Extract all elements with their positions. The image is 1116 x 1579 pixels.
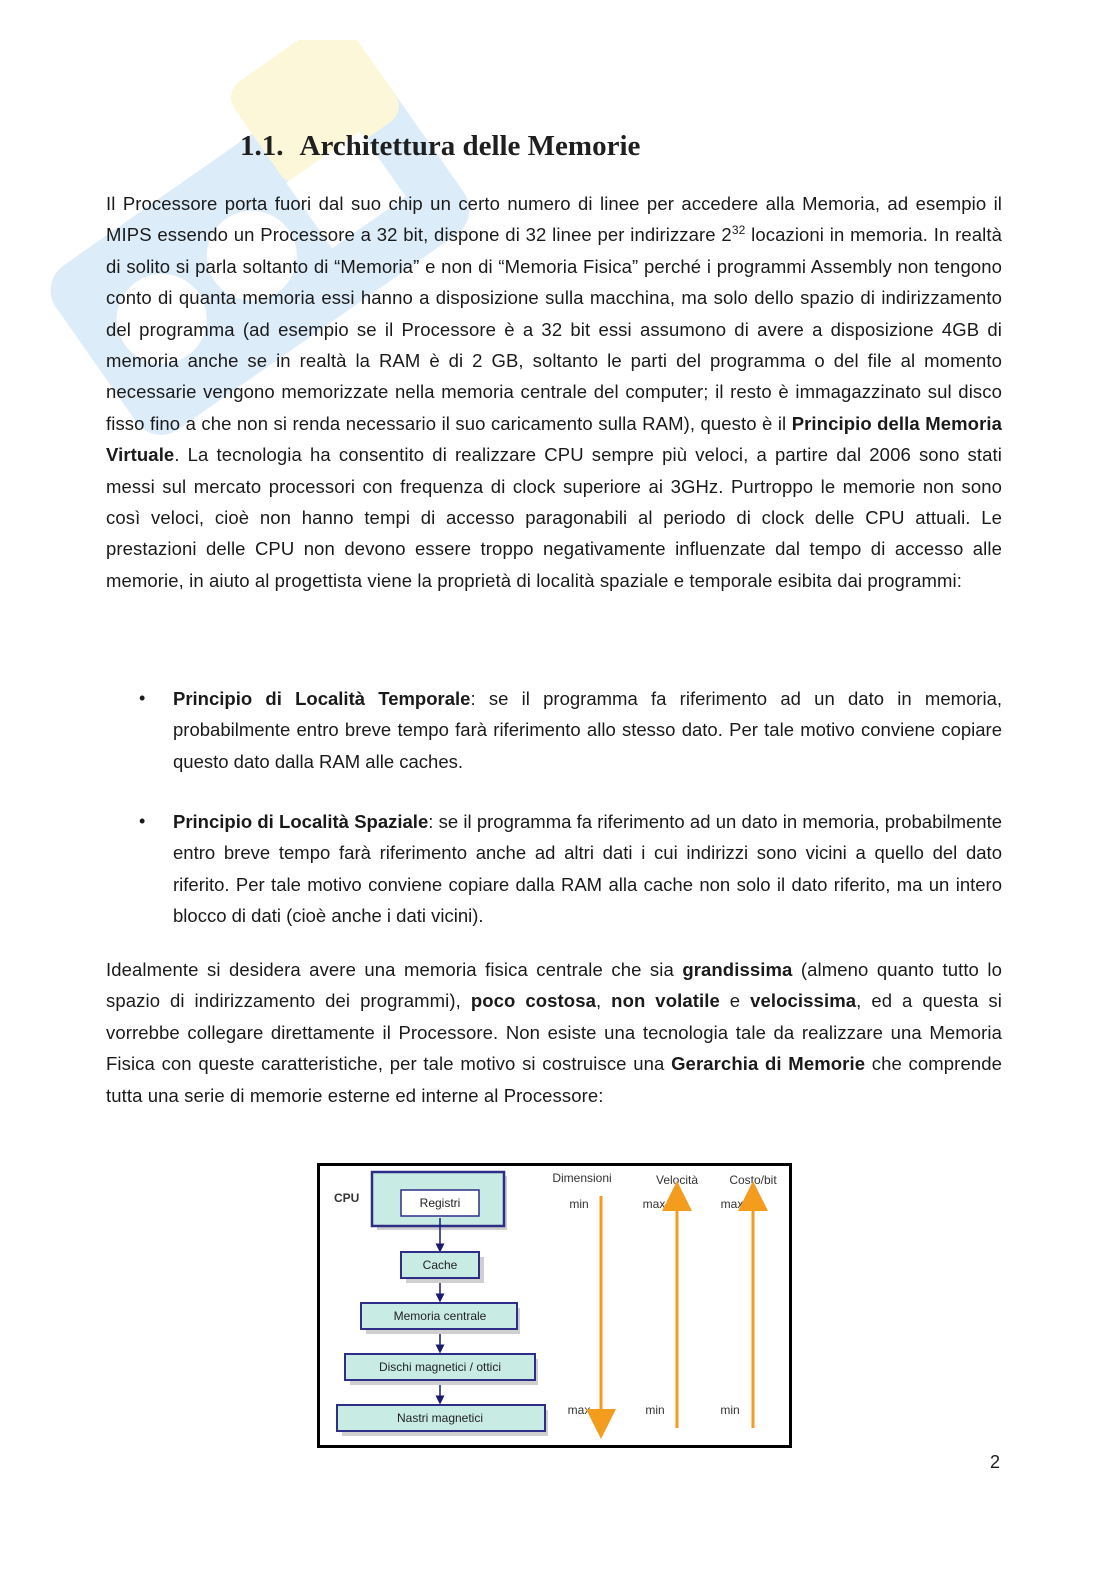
bullet-item-temporale: • Principio di Località Temporale: se il programma fa riferimento ad un dato in memoria, probabilmente entro breve tempo farà riferimento allo stesso dato. Per tale motivo conviene copiare questo dato dalla RAM alle caches.	[173, 683, 1002, 777]
column-header-costo: Costo/bit	[729, 1173, 777, 1187]
section-heading	[240, 130, 640, 163]
exponent: 32	[731, 223, 746, 238]
costo-top-label: max	[720, 1197, 744, 1211]
column-header-velocita: Velocità	[655, 1173, 699, 1187]
bold-memoria-virtuale: Principio della Memoria Virtuale	[106, 412, 1002, 466]
costo-bottom-label: min	[720, 1403, 740, 1417]
dimensioni-top-label: min	[569, 1197, 589, 1211]
bullet-dot-icon: •	[139, 688, 146, 708]
memory-hierarchy-figure	[317, 1163, 792, 1448]
bullet-dot-icon: •	[139, 811, 146, 831]
column-header-dimensioni: Dimensioni	[552, 1171, 612, 1185]
level-label-cache: Cache	[422, 1258, 458, 1272]
velocita-top-label: max	[642, 1197, 666, 1211]
ideal-paragraph: Idealmente si desidera avere una memoria fisica centrale che sia grandissima (almeno quanto tutto lo spazio di indirizzamento dei programmi), poco costosa, non volatile e velocissima, ed a questa si vorrebbe collegare direttamente il Processore. Non esiste una tecnologia tale da realizzare una Memoria Fisica con queste caratteristiche, per tale motivo si costruisce una Gerarchia di Memorie che comprende tutta una serie di memorie esterne ed interne al Processore:	[106, 959, 1002, 1106]
section-number: 1.1.	[240, 130, 284, 162]
level-label-memoria-centrale: Memoria centrale	[393, 1309, 487, 1323]
bullet-item-spaziale: • Principio di Località Spaziale: se il programma fa riferimento ad un dato in memoria, probabilmente entro breve tempo farà riferimento anche ad altri dati i cui indirizzi sono vicini a quello del dato riferito. Per tale motivo conviene copiare dalla RAM alla cache non solo il dato riferito, ma un intero blocco di dati (cioè anche i dati vicini).	[173, 806, 1002, 932]
cpu-label: CPU	[334, 1191, 360, 1205]
level-label-nastri: Nastri magnetici	[396, 1411, 484, 1425]
level-label-dischi: Dischi magnetici / ottici	[378, 1360, 502, 1374]
dimensioni-bottom-label: max	[567, 1403, 591, 1417]
velocita-bottom-label: min	[645, 1403, 665, 1417]
section-title: Architettura delle Memorie	[299, 130, 641, 162]
page-number: 2	[990, 1452, 1001, 1472]
intro-paragraph: Il Processore porta fuori dal suo chip un certo numero di linee per accedere alla Memoria, ad esempio il MIPS essendo un Processore a 32 bit, dispone di 32 linee per indirizzare $2^{32}$ locazioni in memoria. In realtà di solito si parla soltanto di “Memoria” e non di “Memoria Fisica” perché i programmi Assembly non tengono conto di quanta memoria essi hanno a disposizione sulla macchina, ma solo dello spazio di indirizzamento del programma (ad esempio se il Processore è a 32 bit essi assumono di avere a disposizione 4GB di memoria anche se in realtà la RAM è di 2 GB, soltanto le parti del programma o del file al momento necessarie vengono memorizzate nella memoria centrale del computer; il resto è immagazzinato sul disco fisso fino a che non si renda necessario il suo caricamento sulla RAM), questo è il Principio della Memoria Virtuale. La tecnologia ha consentito di realizzare CPU sempre più veloci, a partire dal 2006 sono stati messi sul mercato processori con frequenza di clock superiore ai 3GHz. Purtroppo le memorie non sono così veloci, cioè non hanno tempi di accesso paragonabili al periodo di clock delle CPU attuali. Le prestazioni delle CPU non devono essere troppo negativamente influenzate dal tempo di accesso alle memorie, in aiuto al progettista viene la proprietà di località spaziale e temporale esibita dai programmi:	[106, 193, 1002, 591]
level-label-registri: Registri	[419, 1196, 461, 1210]
memory-hierarchy-diagram	[320, 1166, 789, 1445]
